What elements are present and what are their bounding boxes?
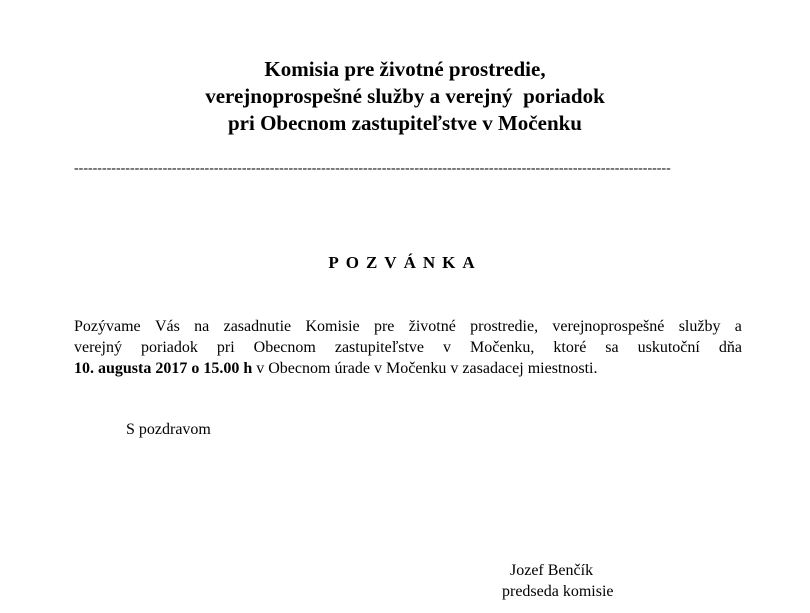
body-line-3 — [74, 358, 742, 379]
body-word: pri — [216, 339, 235, 356]
body-word: uskutoční — [637, 339, 700, 356]
body-word: pre — [373, 318, 395, 335]
invitation-body — [74, 316, 742, 379]
body-word: verejný — [74, 339, 122, 356]
signature-role: predseda komisie — [502, 583, 614, 600]
body-word: Močenku, — [469, 339, 535, 356]
body-word: Vás — [154, 318, 180, 335]
body-word: na — [194, 318, 210, 335]
body-word: a — [734, 318, 742, 335]
dashed-separator: -------------------------------------------------------------------------------------------------------------------------------- — [74, 161, 671, 176]
document-title: POZVÁNKA — [328, 253, 482, 272]
body-word: zasadnutie — [223, 318, 292, 335]
body-word: životné — [408, 318, 456, 335]
body-word: ktoré — [553, 339, 587, 356]
body-word: zastupiteľstve — [334, 339, 424, 356]
body-word: Komisie — [305, 318, 360, 335]
body-word: Obecnom — [253, 339, 316, 356]
meeting-datetime: 10. augusta 2017 o 15.00 h — [74, 360, 253, 377]
body-line-1 — [74, 316, 742, 337]
body-word: dňa — [718, 339, 742, 356]
body-word: poriadok — [140, 339, 198, 356]
closing-greeting: S pozdravom — [126, 421, 211, 438]
signature-name: Jozef Benčík — [510, 562, 594, 579]
body-word: Pozývame — [74, 318, 141, 335]
body-word: služby — [678, 318, 721, 335]
body-line-2 — [74, 337, 742, 358]
body-word: sa — [605, 339, 619, 356]
header-line-3: pri Obecnom zastupiteľstve v Močenku — [228, 111, 582, 135]
header-line-2: verejnoprospešné služby a verejný poriadok — [205, 84, 605, 108]
body-word: v — [442, 339, 451, 356]
meeting-location: v Obecnom úrade v Močenku v zasadacej miestnosti. — [252, 360, 598, 377]
body-word: verejnoprospešné — [552, 318, 665, 335]
body-word: prostredie, — [470, 318, 539, 335]
header-line-1: Komisia pre životné prostredie, — [264, 57, 546, 81]
document-header — [0, 56, 810, 137]
